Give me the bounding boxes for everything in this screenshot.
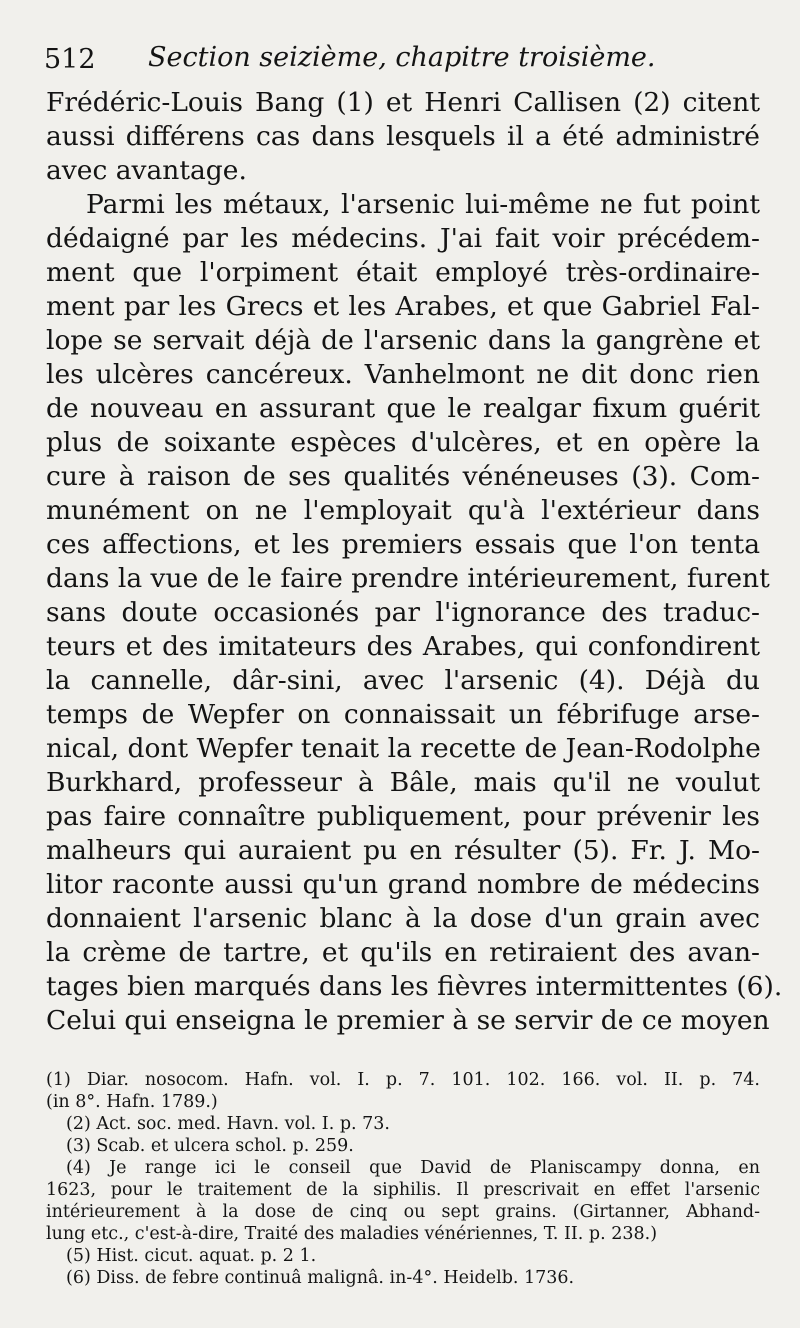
running-title: Section seizième, chapitre troisième. bbox=[148, 42, 656, 73]
body-line: ment que l'orpiment était employé très-ordinaire- bbox=[46, 257, 760, 288]
body-line: avec avantage. bbox=[46, 155, 247, 186]
footnote-line: (3) Scab. et ulcera schol. p. 259. bbox=[66, 1136, 354, 1156]
footnote-line: (1) Diar. nosocom. Hafn. vol. I. p. 7. 101. 102. 166. vol. II. p. 74. bbox=[46, 1070, 760, 1090]
body-line: munément on ne l'employait qu'à l'extérieur dans bbox=[46, 495, 760, 526]
body-line: pas faire connaître publiquement, pour prévenir les bbox=[46, 801, 760, 832]
body-line: Frédéric-Louis Bang (1) et Henri Callisen (2) citent bbox=[46, 87, 760, 118]
footnote-line: 1623, pour le traitement de la siphilis. Il prescrivait en effet l'arsenic bbox=[46, 1180, 760, 1200]
body-line: tages bien marqués dans les fièvres intermittentes (6). bbox=[46, 971, 783, 1002]
footnote-line: (2) Act. soc. med. Havn. vol. I. p. 73. bbox=[66, 1114, 390, 1134]
body-line: sans doute occasionés par l'ignorance des traduc- bbox=[46, 597, 760, 628]
body-line: ces affections, et les premiers essais que l'on tenta bbox=[46, 529, 760, 560]
body-line: lope se servait déjà de l'arsenic dans la gangrène et bbox=[46, 325, 760, 356]
body-line: aussi différens cas dans lesquels il a été administré bbox=[46, 121, 760, 152]
footnote-line: (in 8°. Hafn. 1789.) bbox=[46, 1092, 218, 1112]
footnote-line: (4) Je range ici le conseil que David de Planiscampy donna, en bbox=[66, 1158, 760, 1178]
body-line: dédaigné par les médecins. J'ai fait voir précédem- bbox=[46, 223, 760, 254]
body-line: litor raconte aussi qu'un grand nombre de médecins bbox=[46, 869, 760, 900]
body-line: plus de soixante espèces d'ulcères, et en opère la bbox=[46, 427, 760, 458]
body-line: Burkhard, professeur à Bâle, mais qu'il ne voulut bbox=[46, 767, 760, 798]
body-line: Celui qui enseigna le premier à se servir de ce moyen bbox=[46, 1005, 770, 1036]
body-line: de nouveau en assurant que le realgar fixum guérit bbox=[46, 393, 760, 424]
footnote-line: intérieurement à la dose de cinq ou sept grains. (Girtanner, Abhand- bbox=[46, 1202, 760, 1222]
body-line: la crème de tartre, et qu'ils en retiraient des avan- bbox=[46, 937, 760, 968]
body-line: la cannelle, dâr-sini, avec l'arsenic (4). Déjà du bbox=[46, 665, 760, 696]
page-number: 512 bbox=[44, 44, 96, 75]
body-line: dans la vue de le faire prendre intérieurement, furent bbox=[46, 563, 770, 594]
body-line: donnaient l'arsenic blanc à la dose d'un grain avec bbox=[46, 903, 760, 934]
body-line: teurs et des imitateurs des Arabes, qui confondirent bbox=[46, 631, 760, 662]
body-line: nical, dont Wepfer tenait la recette de Jean-Rodolphe bbox=[46, 733, 761, 764]
body-line: temps de Wepfer on connaissait un fébrifuge arse- bbox=[46, 699, 760, 730]
body-line: malheurs qui auraient pu en résulter (5). Fr. J. Mo- bbox=[46, 835, 760, 866]
body-line: Parmi les métaux, l'arsenic lui-même ne fut point bbox=[86, 189, 760, 220]
body-line: ment par les Grecs et les Arabes, et que Gabriel Fal- bbox=[46, 291, 760, 322]
page-header bbox=[44, 42, 764, 82]
body-line: cure à raison de ses qualités vénéneuses (3). Com- bbox=[46, 461, 760, 492]
footnote-line: (6) Diss. de febre continuâ malignâ. in-4°. Heidelb. 1736. bbox=[66, 1268, 575, 1288]
body-line: les ulcères cancéreux. Vanhelmont ne dit donc rien bbox=[46, 359, 760, 390]
footnote-line: lung etc., c'est-à-dire, Traité des maladies vénériennes, T. II. p. 238.) bbox=[46, 1224, 658, 1244]
footnote-line: (5) Hist. cicut. aquat. p. 2 1. bbox=[66, 1246, 317, 1266]
